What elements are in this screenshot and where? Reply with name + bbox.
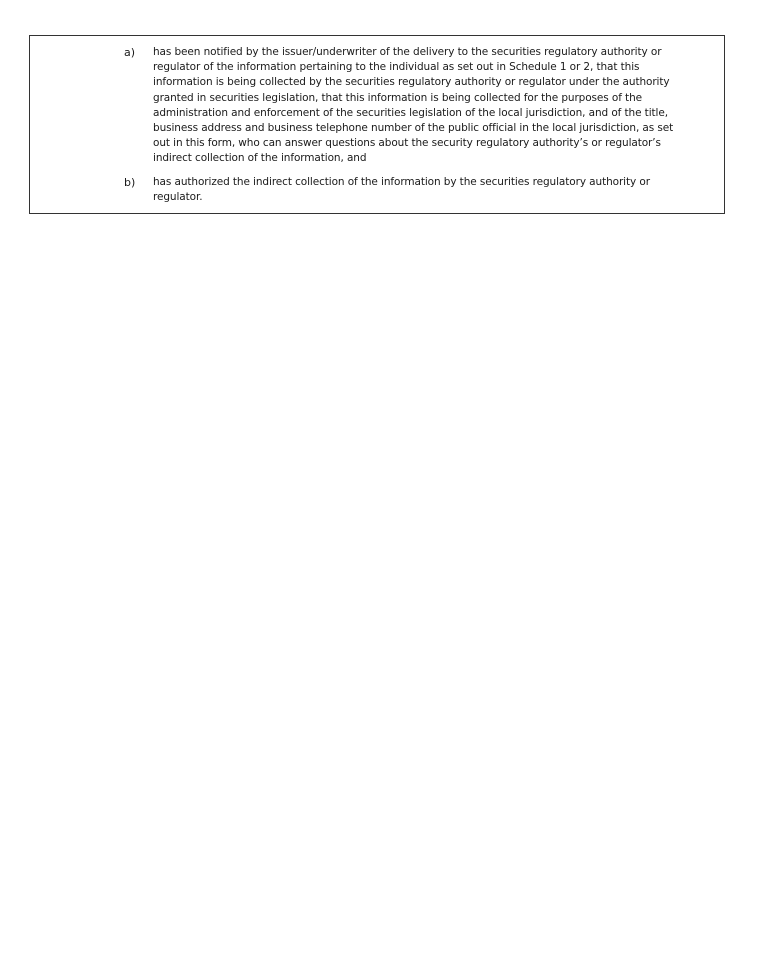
item-a-line-2: regulator of the information pertaining to the individual as set out in Schedule 1 or 2, that this <box>153 61 640 74</box>
item-a-line-7: out in this form, who can answer questions about the security regulatory authority’s or regulator’s <box>153 137 661 150</box>
item-a-line-3: information is being collected by the securities regulatory authority or regulator under the authority <box>153 76 670 89</box>
item-a-line-5: administration and enforcement of the securities legislation of the local jurisdiction, and of the title, <box>153 106 668 119</box>
item-b-line-1: has authorized the indirect collection of the information by the securities regulatory authority or <box>153 176 650 188</box>
item-b-line-2: regulator. <box>153 191 203 204</box>
item-a-line-8: indirect collection of the information, and <box>153 152 367 165</box>
item-a-line-6: business address and business telephone number of the public official in the local jurisdiction, as set <box>153 122 674 134</box>
consent-text-box <box>29 35 725 214</box>
item-a-line-1: has been notified by the issuer/underwriter of the delivery to the securities regulatory authority or <box>153 46 662 58</box>
item-a-line-4: granted in securities legislation, that this information is being collected for the purposes of the <box>153 91 642 104</box>
list-marker-a: a) <box>124 46 136 59</box>
list-marker-b: b) <box>124 176 136 189</box>
